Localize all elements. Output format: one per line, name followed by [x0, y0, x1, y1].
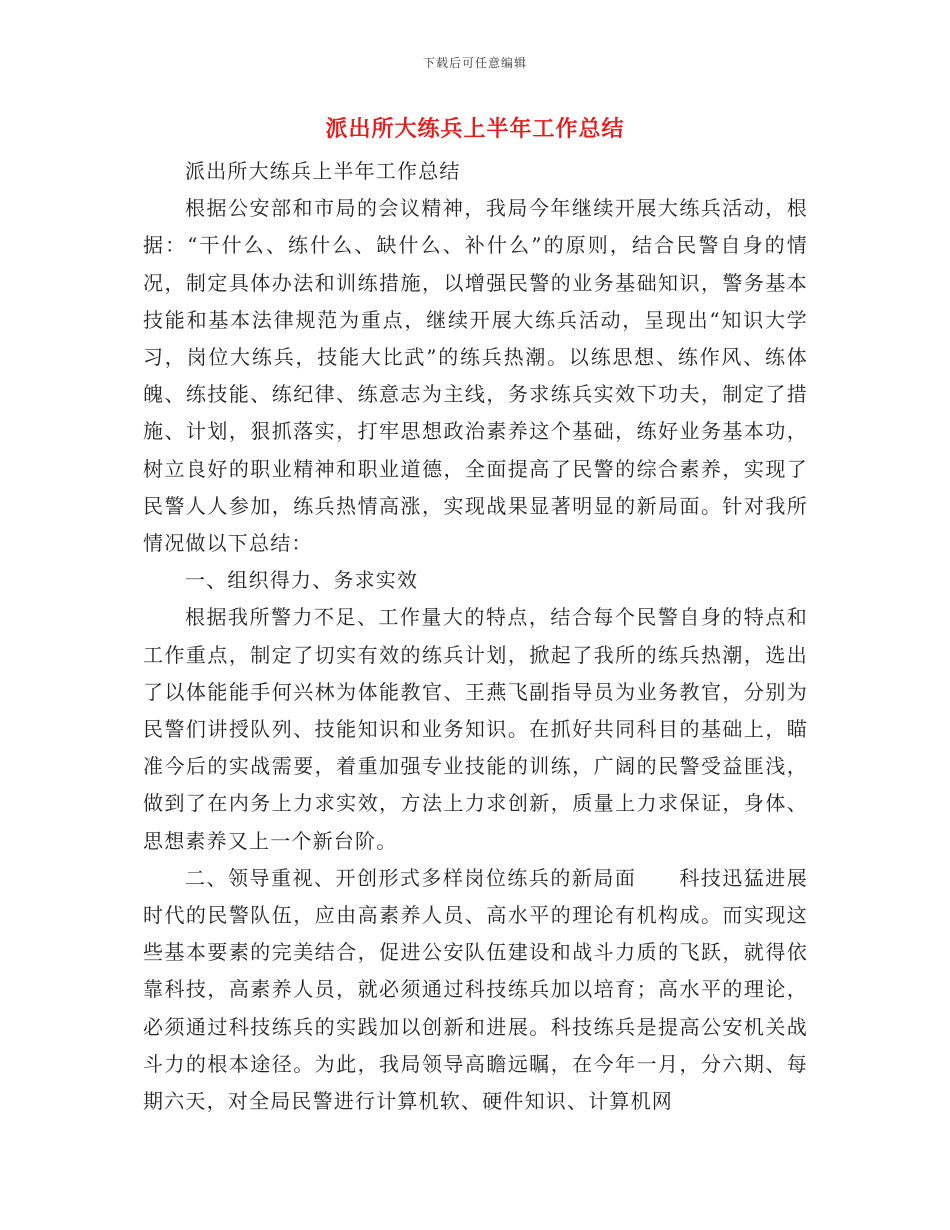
section-heading-1: 一、组织得力、务求实效 [185, 568, 419, 593]
section-paragraph-1: 根据我所警力不足、工作量大的特点，结合每个民警自身的特点和工作重点，制定了切实有效的练兵计划，掀起了我所的练兵热潮，选出了以体能能手何兴林为体能教官、王燕飞副指导员为业务教官，分别为民警们讲授队列、技能知识和业务知识。在抓好共同科目的基础上，瞄准今后的实战需要，着重加强专业技能的训练，广阔的民警受益匪浅，做到了在内务上力求实效，方法上力求创新，质量上力求保证，身体、思想素养又上一个新台阶。 [143, 605, 808, 853]
section-paragraph-2: 二、领导重视、开创形式多样岗位练兵的新局面 科技迅猛进展时代的民警队伍，应由高素养人员、高水平的理论有机构成。而实现这些基本要素的完美结合，促进公安队伍建设和战斗力质的飞跃，就得依靠科技，高素养人员，就必须通过科技练兵加以培育；高水平的理论，必须通过科技练兵的实践加以创新和进展。科技练兵是提高公安机关战斗力的根本途径。为此，我局领导高瞻远瞩，在今年一月，分六期、每期六天，对全局民警进行计算机软、硬件知识、计算机网 [143, 865, 808, 1114]
intro-paragraph: 根据公安部和市局的会议精神，我局今年继续开展大练兵活动，根据：“干什么、练什么、缺什么、补什么”的原则，结合民警自身的情况，制定具体办法和训练措施，以增强民警的业务基础知识，警务基本技能和基本法律规范为重点，继续开展大练兵活动，呈现出“知识大学习，岗位大练兵，技能大比武”的练兵热潮。以练思想、练作风、练体魄、练技能、练纪律、练意志为主线，务求练兵实效下功夫，制定了措施、计划，狠抓落实，打牢思想政治素养这个基础，练好业务基本功，树立良好的职业精神和职业道德，全面提高了民警的综合素养，实现了民警人人参加，练兵热情高涨，实现战果显著明显的新局面。针对我所情况做以下总结： [143, 196, 808, 556]
document-body [143, 153, 808, 1120]
header-note: 下载后可任意编辑 [422, 56, 527, 70]
document-title: 派出所大练兵上半年工作总结 [325, 116, 625, 142]
subtitle-paragraph: 派出所大练兵上半年工作总结 [185, 159, 461, 183]
